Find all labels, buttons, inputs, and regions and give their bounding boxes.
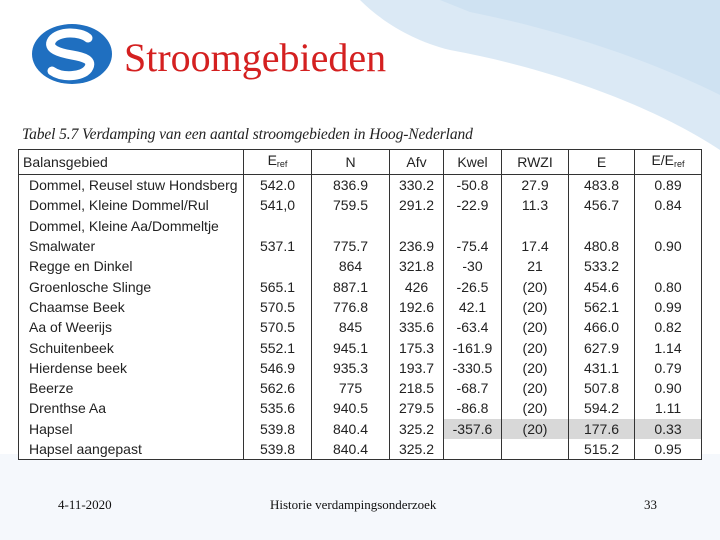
table-cell: -63.4 — [444, 317, 502, 337]
table-cell: 533.2 — [569, 256, 635, 276]
table-cell: 330.2 — [390, 175, 444, 196]
table-row — [19, 195, 702, 215]
table-cell: 562.1 — [569, 297, 635, 317]
row-label: Smalwater — [19, 236, 244, 256]
table-cell: 775.7 — [312, 236, 390, 256]
table-cell: (20) — [502, 398, 569, 418]
table-cell: 775 — [312, 378, 390, 398]
table-row — [19, 236, 702, 256]
table-cell: 177.6 — [569, 419, 635, 439]
table-cell: 552.1 — [244, 337, 312, 357]
row-label: Beerze — [19, 378, 244, 398]
table-row — [19, 216, 702, 236]
table-cell: 426 — [390, 276, 444, 296]
table-cell — [502, 216, 569, 236]
table-cell: 565.1 — [244, 276, 312, 296]
table-cell: 539.8 — [244, 439, 312, 460]
table-cell: 562.6 — [244, 378, 312, 398]
table-cell: 17.4 — [502, 236, 569, 256]
table-cell: 27.9 — [502, 175, 569, 196]
table-cell: 570.5 — [244, 317, 312, 337]
row-label: Dommel, Kleine Dommel/Rul — [19, 195, 244, 215]
table-cell: 456.7 — [569, 195, 635, 215]
row-label: Dommel, Reusel stuw Hondsberg — [19, 175, 244, 196]
table-cell: 335.6 — [390, 317, 444, 337]
table-cell: (20) — [502, 419, 569, 439]
table-cell: -26.5 — [444, 276, 502, 296]
table-cell: 480.8 — [569, 236, 635, 256]
table-cell: 776.8 — [312, 297, 390, 317]
column-header-subscript: ref — [674, 159, 685, 169]
row-label: Schuitenbeek — [19, 337, 244, 357]
table-cell: 945.1 — [312, 337, 390, 357]
row-label: Dommel, Kleine Aa/Dommeltje — [19, 216, 244, 236]
table-cell: 0.84 — [635, 195, 702, 215]
row-label: Regge en Dinkel — [19, 256, 244, 276]
table-cell: 0.79 — [635, 358, 702, 378]
table-cell: (20) — [502, 317, 569, 337]
table-cell: 570.5 — [244, 297, 312, 317]
table-cell: -161.9 — [444, 337, 502, 357]
table-cell: 0.99 — [635, 297, 702, 317]
evaporation-table — [18, 149, 701, 460]
column-header-label: Kwel — [457, 154, 488, 170]
table-cell: 541,0 — [244, 195, 312, 215]
column-header — [635, 150, 702, 175]
table-cell: 236.9 — [390, 236, 444, 256]
table-cell: 325.2 — [390, 419, 444, 439]
table-cell: 887.1 — [312, 276, 390, 296]
table-cell: -68.7 — [444, 378, 502, 398]
table-row — [19, 358, 702, 378]
row-label: Chaamse Beek — [19, 297, 244, 317]
column-header-label: RWZI — [517, 154, 553, 170]
table-cell: 836.9 — [312, 175, 390, 196]
table-cell: 940.5 — [312, 398, 390, 418]
row-label: Hierdense beek — [19, 358, 244, 378]
column-header-label: N — [345, 154, 356, 170]
row-label: Aa of Weerijs — [19, 317, 244, 337]
table-cell: -22.9 — [444, 195, 502, 215]
column-header-label: Afv — [406, 154, 427, 170]
table-row — [19, 337, 702, 357]
table-cell: (20) — [502, 276, 569, 296]
table-cell — [312, 216, 390, 236]
footer-page-number: 33 — [644, 497, 657, 512]
logo-icon — [30, 22, 114, 86]
table-row — [19, 398, 702, 418]
table-row — [19, 439, 702, 460]
table-cell — [569, 216, 635, 236]
table-cell: 466.0 — [569, 317, 635, 337]
table-cell: 1.11 — [635, 398, 702, 418]
table-cell: 594.2 — [569, 398, 635, 418]
table-cell: 539.8 — [244, 419, 312, 439]
table-row — [19, 419, 702, 439]
row-label: Hapsel aangepast — [19, 439, 244, 460]
table-cell: 935.3 — [312, 358, 390, 378]
table-cell: 175.3 — [390, 337, 444, 357]
table-cell: 431.1 — [569, 358, 635, 378]
column-header — [390, 150, 444, 175]
table-cell: 192.6 — [390, 297, 444, 317]
table-cell: 0.89 — [635, 175, 702, 196]
table-header-row — [19, 150, 702, 175]
table-cell: 279.5 — [390, 398, 444, 418]
table-cell: 0.90 — [635, 378, 702, 398]
table-cell: -30 — [444, 256, 502, 276]
table-cell: -86.8 — [444, 398, 502, 418]
table-cell: 537.1 — [244, 236, 312, 256]
table-cell: 11.3 — [502, 195, 569, 215]
table-cell: 0.95 — [635, 439, 702, 460]
table-cell — [390, 216, 444, 236]
table-cell — [502, 439, 569, 460]
column-header-label: Balansgebied — [23, 154, 108, 170]
table-row — [19, 317, 702, 337]
table-cell: 218.5 — [390, 378, 444, 398]
table-cell: 840.4 — [312, 439, 390, 460]
row-label: Groenlosche Slinge — [19, 276, 244, 296]
table-row — [19, 175, 702, 196]
table-cell: 542.0 — [244, 175, 312, 196]
table-cell — [444, 216, 502, 236]
column-header — [569, 150, 635, 175]
row-label: Drenthse Aa — [19, 398, 244, 418]
column-header — [312, 150, 390, 175]
footer-date: 4-11-2020 — [58, 497, 112, 512]
table-cell: 840.4 — [312, 419, 390, 439]
table-cell: 535.6 — [244, 398, 312, 418]
column-header — [444, 150, 502, 175]
table-cell — [244, 216, 312, 236]
table-cell: (20) — [502, 297, 569, 317]
table-cell: 42.1 — [444, 297, 502, 317]
table-cell: 515.2 — [569, 439, 635, 460]
table-cell: 21 — [502, 256, 569, 276]
table-cell: 507.8 — [569, 378, 635, 398]
table-row — [19, 378, 702, 398]
column-header-label: E — [596, 154, 607, 170]
column-header-label: E — [267, 152, 277, 168]
table-cell: 627.9 — [569, 337, 635, 357]
table-row — [19, 256, 702, 276]
table-cell: (20) — [502, 378, 569, 398]
table-cell: (20) — [502, 337, 569, 357]
footer-title: Historie verdampingsonderzoek — [270, 497, 437, 512]
table-cell — [635, 216, 702, 236]
table-cell: -75.4 — [444, 236, 502, 256]
table-cell: 454.6 — [569, 276, 635, 296]
table-row — [19, 297, 702, 317]
table-cell: 759.5 — [312, 195, 390, 215]
column-header — [19, 150, 244, 175]
table-cell: (20) — [502, 358, 569, 378]
table-cell: 0.80 — [635, 276, 702, 296]
column-header — [244, 150, 312, 175]
table-cell: 483.8 — [569, 175, 635, 196]
row-label: Hapsel — [19, 419, 244, 439]
table-cell: 325.2 — [390, 439, 444, 460]
table-cell: 0.82 — [635, 317, 702, 337]
table-cell: 291.2 — [390, 195, 444, 215]
table-cell: -357.6 — [444, 419, 502, 439]
table-cell: 321.8 — [390, 256, 444, 276]
column-header-subscript: ref — [276, 159, 288, 169]
table-cell: 546.9 — [244, 358, 312, 378]
table-caption: Tabel 5.7 Verdamping van een aantal stroomgebieden in Hoog-Nederland — [22, 126, 473, 143]
table-cell: -50.8 — [444, 175, 502, 196]
column-header — [502, 150, 569, 175]
table-row — [19, 276, 702, 296]
table-cell: 0.90 — [635, 236, 702, 256]
table-cell: -330.5 — [444, 358, 502, 378]
table-cell: 1.14 — [635, 337, 702, 357]
column-header-label: E/E — [651, 152, 675, 168]
table-cell — [635, 256, 702, 276]
table-cell — [244, 256, 312, 276]
table-cell — [444, 439, 502, 460]
table-cell: 0.33 — [635, 419, 702, 439]
table-cell: 193.7 — [390, 358, 444, 378]
table-cell: 845 — [312, 317, 390, 337]
slide-title: Stroomgebieden — [124, 35, 387, 80]
table-cell: 864 — [312, 256, 390, 276]
